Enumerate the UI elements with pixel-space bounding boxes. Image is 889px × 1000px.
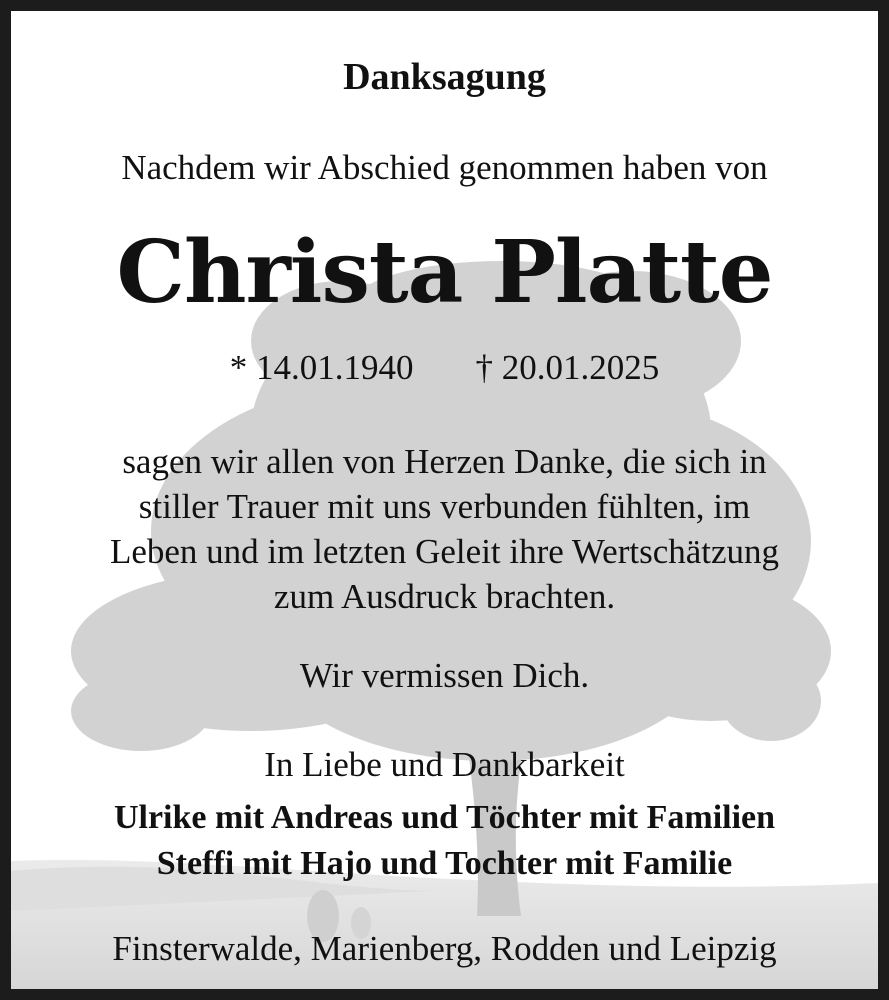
family-signatures — [11, 795, 878, 887]
message-line: zum Ausdruck brachten. — [273, 577, 616, 616]
death-date: † 20.01.2025 — [475, 348, 660, 387]
miss-line: Wir vermissen Dich. — [299, 656, 590, 695]
thanks-message — [11, 439, 878, 619]
deceased-name: Christa Platte — [116, 222, 773, 323]
message-line: sagen wir allen von Herzen Danke, die sich in — [122, 442, 767, 481]
birth-date: * 14.01.1940 — [229, 348, 414, 387]
intro-line: Nachdem wir Abschied genommen haben von — [121, 148, 768, 187]
notice-heading: Danksagung — [343, 56, 546, 98]
message-line: Leben und im letzten Geleit ihre Wertschätzung — [109, 532, 780, 571]
family-line: Ulrike mit Andreas und Töchter mit Familien — [113, 799, 776, 836]
closing-line: In Liebe und Dankbarkeit — [264, 745, 625, 784]
places-line: Finsterwalde, Marienberg, Rodden und Leipzig — [112, 929, 777, 968]
message-line: stiller Trauer mit uns verbunden fühlten, im — [138, 487, 751, 526]
family-line: Steffi mit Hajo und Tochter mit Familie — [156, 845, 733, 882]
life-dates — [11, 344, 878, 392]
